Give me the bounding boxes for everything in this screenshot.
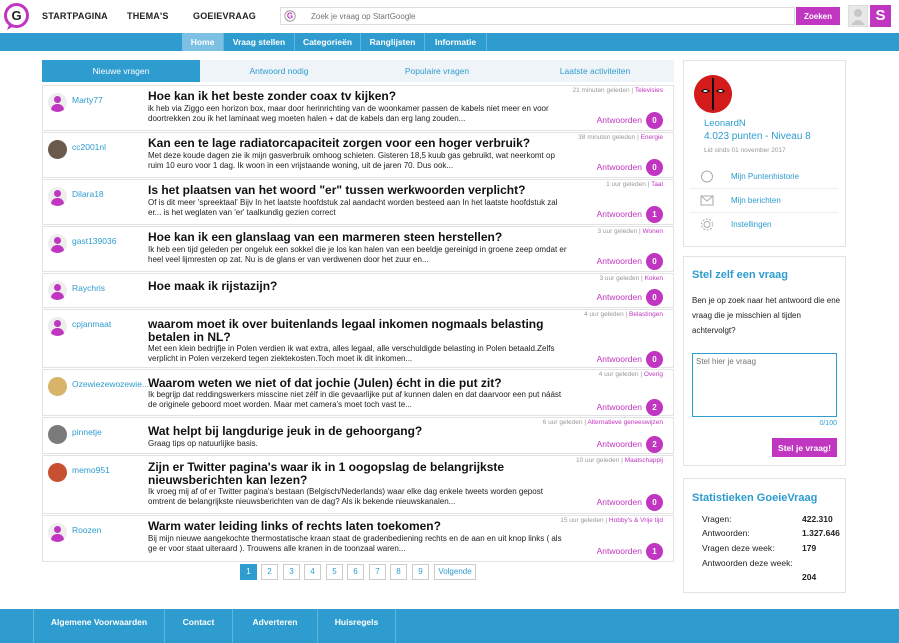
answer-count-badge: 0 <box>646 253 663 270</box>
stat-row <box>702 541 842 555</box>
question-item[interactable] <box>42 515 674 562</box>
answer-count-badge: 0 <box>646 351 663 368</box>
user-avatar-icon[interactable] <box>48 187 67 206</box>
question-username[interactable]: cpjanmaat <box>72 319 112 329</box>
question-item[interactable] <box>42 226 674 272</box>
tab-populaire-vragen[interactable]: Populaire vragen <box>358 60 516 82</box>
profile-name[interactable]: LeonardN <box>704 118 746 129</box>
stat-label: Vragen deze week: <box>702 543 775 553</box>
question-item[interactable] <box>42 179 674 225</box>
page-5[interactable]: 5 <box>326 564 343 580</box>
top-bar <box>0 0 899 33</box>
question-username[interactable]: gast139036 <box>72 236 117 246</box>
question-category[interactable]: Maatschappij <box>624 457 663 464</box>
stat-label: Antwoorden deze week: <box>702 558 793 568</box>
question-excerpt: Ik vroeg mij af of er Twitter pagina's bestaan (Belgisch/Nederlands) waar elke dag enkele tweets worden gepost omtrent de belangrijkste nieuwsberichten van de dag? Als ik bekende nieuwskanalen... <box>148 487 543 506</box>
question-meta: 21 minuten geleden | Televisies <box>572 87 663 94</box>
footer-link-huisregels[interactable]: Huisregels <box>318 609 396 643</box>
ask-question-card <box>683 256 846 466</box>
question-excerpt: Bij mijn nieuwe aangekochte thermostatische kraan staat de gradenbediening rechts en de aan en uit knop links ( als ge er voor staat uiteraard ). Trouwens alle kranen in de toonzaal waren... <box>148 534 562 553</box>
question-title[interactable]: Hoe maak ik rijstazijn? <box>148 279 278 293</box>
link-puntenhistorie[interactable] <box>690 165 838 189</box>
profile-avatar[interactable] <box>694 75 732 113</box>
question-category[interactable]: Hobby's & Vrije tijd <box>608 517 663 524</box>
envelope-icon <box>700 194 714 207</box>
question-title[interactable]: Warm water leiding links of rechts laten toekomen? <box>148 519 441 533</box>
question-category[interactable]: Televisies <box>634 87 663 94</box>
question-title[interactable]: Waarom weten we niet of dat jochie (Julen) écht in die put zit? <box>148 376 502 390</box>
user-avatar-icon[interactable] <box>48 317 67 336</box>
question-excerpt: Met deze koude dagen zie ik mijn gasverbruik omhoog schieten. Gisteren 18,5 kuub gas gebruikt, wat neerkomt op ruim 10 euro voor 1 dag. Ik woon in een vrijstaande woning, uit de jaren 70. Dus ook... <box>148 151 555 170</box>
stat-value: 1.327.646 <box>802 528 840 538</box>
question-time: 4 uur geleden <box>598 371 639 378</box>
link-instellingen[interactable] <box>690 213 838 237</box>
stat-value: 204 <box>802 572 817 582</box>
question-time: 15 uur geleden <box>560 517 604 524</box>
google-g-icon <box>284 10 296 22</box>
question-item[interactable] <box>42 455 674 514</box>
question-meta: 38 minuten geleden | Energie <box>578 134 663 141</box>
question-time: 38 minuten geleden <box>578 134 636 141</box>
user-avatar-icon[interactable] <box>848 5 868 27</box>
stat-value: 179 <box>802 543 817 553</box>
page-7[interactable]: 7 <box>369 564 386 580</box>
link-berichten[interactable] <box>690 189 838 213</box>
question-category[interactable]: Energie <box>640 134 663 141</box>
user-avatar-icon[interactable] <box>48 463 67 482</box>
link-label: Mijn Puntenhistorie <box>731 172 800 181</box>
answer-count-badge: 1 <box>646 543 663 560</box>
question-excerpt: Met een klein bedrijfje in Polen verdien ik wat extra, alles legaal, alle verschuldigde belasting in Polen betaald.Zelfs verplicht in Polen verzekerd tegen ziektekosten.Toch moet ik dit inkomen... <box>148 344 555 363</box>
question-username[interactable]: memo951 <box>72 465 110 475</box>
question-meta: 10 uur geleden | Maatschappij <box>576 457 663 464</box>
question-item[interactable] <box>42 85 674 131</box>
question-title[interactable]: Wat helpt bij langdurige jeuk in de gehoorgang? <box>148 424 423 438</box>
character-counter: 0/100 <box>819 420 837 427</box>
answers-link[interactable]: Antwoorden <box>596 292 642 302</box>
nav-vraag-stellen[interactable]: Vraag stellen <box>224 33 295 51</box>
link-label: Instellingen <box>731 220 772 229</box>
question-username[interactable]: Ozewiezewozewie... <box>72 379 150 389</box>
page-3[interactable]: 3 <box>283 564 300 580</box>
user-avatar-icon[interactable] <box>48 281 67 300</box>
question-title[interactable]: waarom moet ik over buitenlands legaal inkomen nogmaals belasting betalen in NL? <box>148 317 544 344</box>
user-avatar-icon[interactable] <box>48 377 67 396</box>
stat-value: 422.310 <box>802 514 833 524</box>
question-meta: 6 uur geleden | Alternatieve geneeswijzen <box>542 419 663 426</box>
topnav-goeievraag[interactable]: GOEIEVRAAG <box>193 11 257 21</box>
profile-points: 4.023 punten - Niveau 8 <box>704 131 811 142</box>
question-excerpt: Ik begrijp dat reddingswerkers misscine niet zélf in die gevaarlijke put af kunnen dalen en dat daarvoor een put náást de originele geboord moet worden. Maar met camera's moet toch vast te... <box>148 390 562 409</box>
question-meta: 4 uur geleden | Overig <box>598 371 663 378</box>
question-item[interactable] <box>42 417 674 454</box>
question-time: 3 uur geleden <box>599 275 640 282</box>
question-time: 3 uur geleden <box>597 228 638 235</box>
question-item[interactable] <box>42 132 674 178</box>
question-title[interactable]: Hoe kan ik een glanslaag van een marmeren steen herstellen? <box>148 230 503 244</box>
answers-link[interactable]: Antwoorden <box>596 354 642 364</box>
question-excerpt: ik heb via Ziggo een horizon box, maar door herinrichting van de woonkamer passen de kabels niet meer en voor doortrekken zou ik het laminaat weg moeten halen + dat de kabels dan erg lang zouden... <box>148 104 549 123</box>
question-category[interactable]: Overig <box>643 371 663 378</box>
user-avatar-icon[interactable] <box>48 93 67 112</box>
nav-categorieen[interactable]: Categorieën <box>295 33 361 51</box>
svg-text:G: G <box>286 11 294 21</box>
topnav-themas[interactable]: THEMA'S <box>127 11 169 21</box>
question-meta: 15 uur geleden | Hobby's & Vrije tijd <box>560 517 663 524</box>
page-1[interactable]: 1 <box>240 564 257 580</box>
answer-count-badge: 0 <box>646 159 663 176</box>
search-button[interactable]: Zoeken <box>796 7 840 25</box>
question-category[interactable]: Belastingen <box>629 311 663 318</box>
question-tabs <box>42 60 674 82</box>
stats-card <box>683 478 846 593</box>
question-time: 6 uur geleden <box>542 419 583 426</box>
answer-count-badge: 2 <box>646 436 663 453</box>
question-username[interactable]: Dilara18 <box>72 189 104 199</box>
profile-menu-button[interactable]: S <box>870 5 891 27</box>
question-excerpt: Of is dit meer 'spreektaal' Bijv In het laatste hoofdstuk zal aandacht worden besteed aan In het laatste hoofdstuk zal er... is het weglaten van 'er' taalkundig gezien correct <box>148 198 558 217</box>
question-excerpt: Graag tips op natuurlijke basis. <box>148 439 258 448</box>
answers-link[interactable]: Antwoorden <box>596 209 642 219</box>
stat-row <box>702 526 842 540</box>
tab-antwoord-nodig[interactable]: Antwoord nodig <box>200 60 358 82</box>
answer-count-badge: 2 <box>646 399 663 416</box>
question-username[interactable]: Raychris <box>72 283 106 293</box>
page-2[interactable]: 2 <box>261 564 278 580</box>
user-avatar-icon[interactable] <box>48 140 67 159</box>
next-page-button[interactable]: Volgende <box>434 564 476 580</box>
footer-link-adverteren[interactable]: Adverteren <box>233 609 318 643</box>
question-category[interactable]: Koken <box>644 275 663 282</box>
page-9[interactable]: 9 <box>412 564 429 580</box>
question-meta: 4 uur geleden | Belastingen <box>583 311 663 318</box>
question-item[interactable] <box>42 369 674 416</box>
question-time: 1 uur geleden <box>606 181 646 188</box>
question-title[interactable]: Zijn er Twitter pagina's waar ik in 1 oogopslag de belangrijkste nieuwsberichten kan lezen? <box>148 460 505 487</box>
question-username[interactable]: cc2001nl <box>72 142 107 152</box>
ask-question-input[interactable] <box>692 353 837 417</box>
question-time: 10 uur geleden <box>576 457 620 464</box>
question-category[interactable]: Taal <box>651 181 663 188</box>
question-username[interactable]: Roozen <box>72 525 102 535</box>
stats-title: Statistieken GoeieVraag <box>692 492 818 504</box>
answers-link[interactable]: Antwoorden <box>596 402 642 412</box>
stat-row <box>702 556 817 582</box>
question-username[interactable]: Marty77 <box>72 95 103 105</box>
question-username[interactable]: pinnetje <box>72 427 102 437</box>
answer-count-badge: 0 <box>646 494 663 511</box>
question-excerpt: Ik heb een tijd geleden per ongeluk een sokkel die je los kan halen van een beeldje gereinigd in groene zeep omdat er heel veel lijmresten op zat. Nu is de glans er van verdwenen door het zuur en... <box>148 245 567 264</box>
question-item[interactable] <box>42 309 674 368</box>
ask-title: Stel zelf een vraag <box>692 269 788 281</box>
page-4[interactable]: 4 <box>304 564 321 580</box>
question-item[interactable] <box>42 273 674 308</box>
answers-link[interactable]: Antwoorden <box>596 439 642 449</box>
question-title[interactable]: Hoe kan ik het beste zonder coax tv kijken? <box>148 89 397 103</box>
answer-count-badge: 0 <box>646 112 663 129</box>
search-input[interactable] <box>311 9 791 23</box>
profile-member-since: Lid sinds 01 november 2017 <box>704 147 786 154</box>
gear-icon <box>700 218 714 231</box>
stat-label: Vragen: <box>702 514 732 524</box>
ask-description: Ben je op zoek naar het antwoord die ene vraag die je misschien al tijden achtervolgt? <box>692 296 841 335</box>
question-meta: 3 uur geleden | Koken <box>599 275 663 282</box>
footer-link-contact[interactable]: Contact <box>165 609 233 643</box>
user-avatar-icon[interactable] <box>48 523 67 542</box>
nav-home[interactable]: Home <box>182 33 224 51</box>
question-title[interactable]: Is het plaatsen van het woord "er" tussen werkwoorden verplicht? <box>148 183 526 197</box>
goeievraag-logo[interactable] <box>3 3 30 30</box>
user-avatar-icon[interactable] <box>48 425 67 444</box>
answers-link[interactable]: Antwoorden <box>596 256 642 266</box>
question-time: 4 uur geleden <box>583 311 624 318</box>
question-meta: 1 uur geleden | Taal <box>606 181 663 188</box>
answer-count-badge: 1 <box>646 206 663 223</box>
question-time: 21 minuten geleden <box>572 87 630 94</box>
stat-label: Antwoorden: <box>702 528 750 538</box>
page-6[interactable]: 6 <box>347 564 364 580</box>
answers-link[interactable]: Antwoorden <box>596 546 642 556</box>
answers-link[interactable]: Antwoorden <box>596 162 642 172</box>
search-box <box>280 7 795 25</box>
nav-informatie[interactable]: Informatie <box>425 33 487 51</box>
question-category[interactable]: Wonen <box>642 228 663 235</box>
answer-count-badge: 0 <box>646 289 663 306</box>
stat-row <box>702 512 842 526</box>
tab-nieuwe-vragen[interactable]: Nieuwe vragen <box>42 60 200 82</box>
svg-text:G: G <box>11 8 22 23</box>
main-nav <box>0 33 899 51</box>
profile-card <box>683 60 846 247</box>
nav-ranglijsten[interactable]: Ranglijsten <box>361 33 425 51</box>
page-8[interactable]: 8 <box>390 564 407 580</box>
footer <box>0 609 899 643</box>
question-title[interactable]: Kan een te lage radiatorcapaciteit zorgen voor een hoger verbruik? <box>148 136 531 150</box>
topnav-startpagina[interactable]: STARTPAGINA <box>42 11 108 21</box>
link-label: Mijn berichten <box>731 196 781 205</box>
tab-laatste-activiteiten[interactable]: Laatste activiteiten <box>516 60 674 82</box>
clock-icon <box>700 170 714 183</box>
question-meta: 3 uur geleden | Wonen <box>597 228 663 235</box>
answers-link[interactable]: Antwoorden <box>596 497 642 507</box>
footer-link-voorwaarden[interactable]: Algemene Voorwaarden <box>33 609 165 643</box>
answers-link[interactable]: Antwoorden <box>596 115 642 125</box>
question-category[interactable]: Alternatieve geneeswijzen <box>587 419 663 426</box>
ask-question-button[interactable]: Stel je vraag! <box>772 438 837 457</box>
user-avatar-icon[interactable] <box>48 234 67 253</box>
